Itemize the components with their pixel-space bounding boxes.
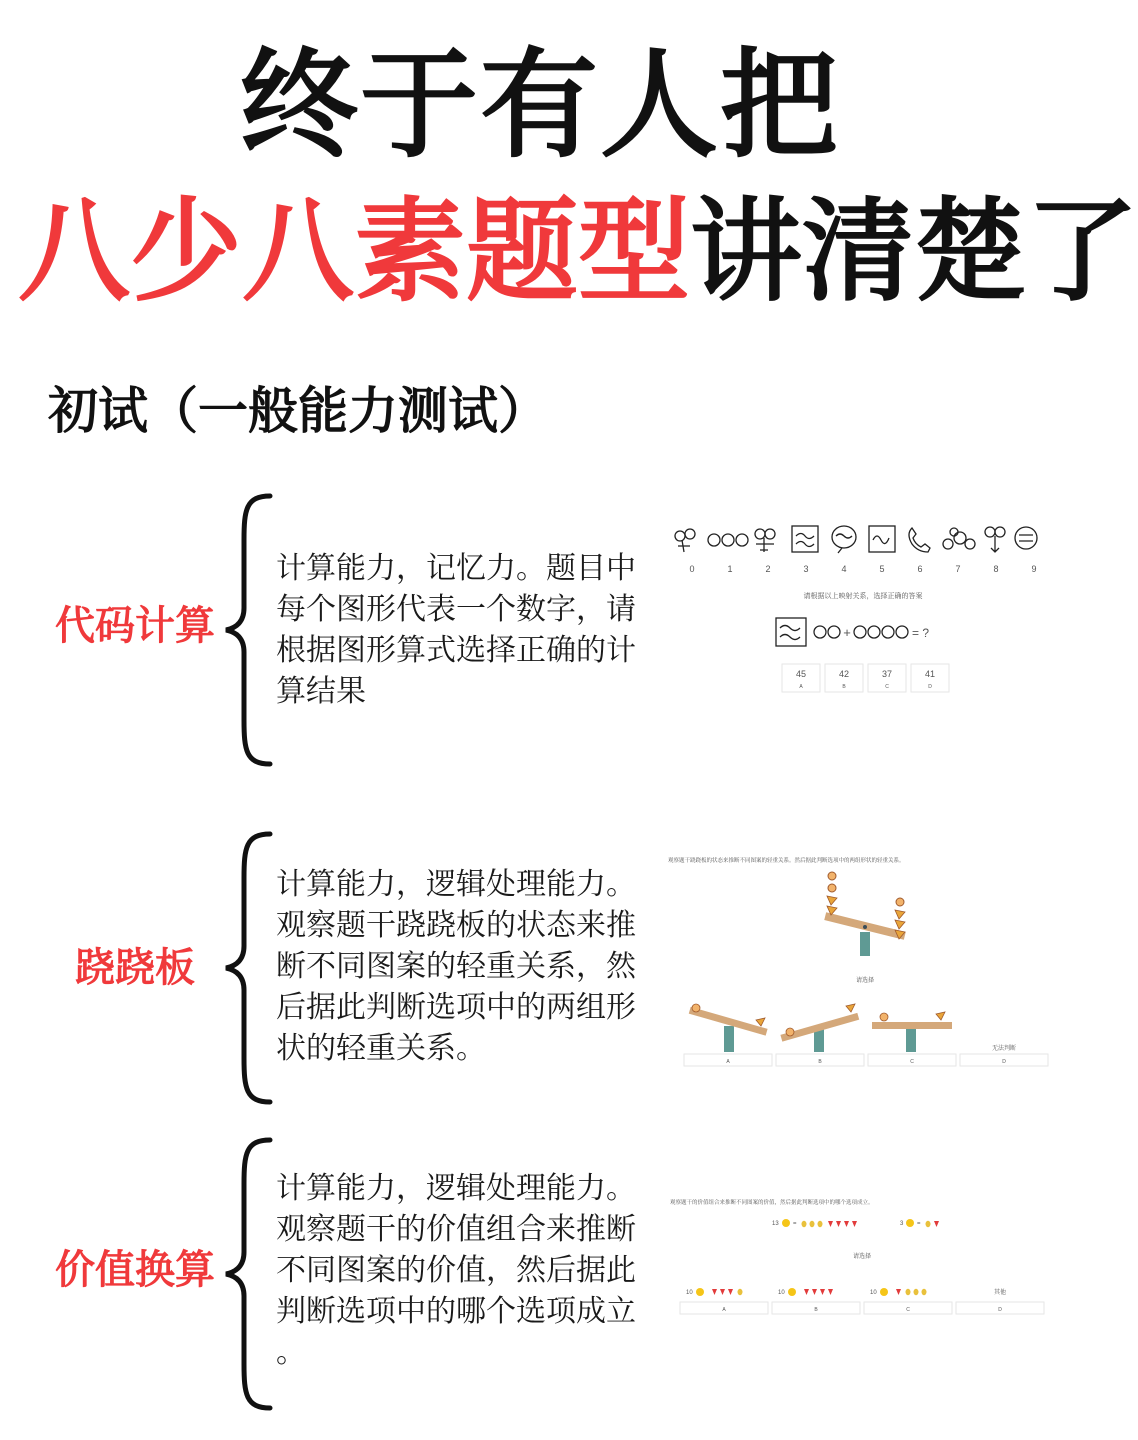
answer-option-d[interactable]: [960, 1044, 1048, 1066]
item-value-conversion: [0, 1134, 1080, 1414]
option-number: 10: [870, 1290, 877, 1296]
digit-label: 1: [727, 564, 733, 574]
answer-option-d[interactable]: [956, 1288, 1044, 1314]
answer-option-d[interactable]: [911, 664, 949, 692]
description-line: 判断选项中的哪个选项成立: [276, 1294, 636, 1329]
curly-brace-icon: [222, 490, 274, 770]
digit-label: 4: [841, 564, 847, 574]
description-line: 计算能力，逻辑处理能力。: [276, 1171, 636, 1206]
symbol-3-icon: [792, 526, 818, 552]
item-code-calc: [0, 490, 1080, 770]
pineapple-icon: [906, 1289, 927, 1295]
option-letter: C: [885, 684, 889, 690]
equation-plus: +: [843, 625, 851, 640]
digit-label: 0: [689, 564, 695, 574]
stem-equals: =: [793, 1221, 797, 1227]
digit-label: 9: [1031, 564, 1037, 574]
item-description: [276, 1168, 648, 1373]
equation-square-icon: [776, 618, 806, 646]
symbol-5-icon: [869, 526, 895, 552]
stem-number: 3: [900, 1221, 904, 1227]
option-value: 45: [795, 669, 807, 679]
option-number: 10: [778, 1290, 785, 1296]
symbol-4-icon: [832, 526, 856, 553]
digit-label: 8: [993, 564, 999, 574]
description-line: 状的轻重关系。: [276, 1031, 486, 1066]
description-line: 计算能力，逻辑处理能力。: [276, 867, 636, 902]
answer-option-c[interactable]: [868, 1054, 956, 1066]
description-line: 后据此判断选项中的两组形: [276, 990, 636, 1025]
description-line: 计算能力，记忆力。题目中: [276, 551, 636, 586]
answer-option-b[interactable]: [772, 1288, 860, 1314]
item-label: 代码计算: [55, 603, 215, 649]
answer-option-c[interactable]: [864, 1288, 952, 1314]
value-conversion-example-figure: [664, 1194, 1062, 1324]
curly-brace-icon: [222, 1134, 274, 1414]
symbol-8-icon: [985, 527, 1005, 552]
digit-label: 7: [955, 564, 961, 574]
stem-seesaw: [824, 872, 905, 956]
stem-equals: =: [917, 1221, 921, 1227]
symbol-2-icon: [755, 529, 775, 552]
equation-suffix: = ?: [912, 626, 930, 640]
coin-icon: [880, 1288, 888, 1296]
answer-option-a[interactable]: [782, 664, 820, 692]
option-value: 37: [881, 669, 893, 679]
option-value: 42: [838, 669, 850, 679]
option-text: 无法判断: [991, 1046, 1017, 1052]
answer-options: [680, 1288, 1044, 1314]
description-line: 断不同图案的轻重关系，然: [276, 949, 636, 984]
digit-label: 5: [879, 564, 885, 574]
title-highlight: 八少八素题型: [18, 187, 690, 317]
pizza-icon: [827, 896, 837, 915]
item-description: [276, 864, 648, 1069]
digit-label: 3: [803, 564, 809, 574]
curly-brace-icon: [222, 828, 274, 1108]
option-seesaw-b: [780, 1004, 859, 1052]
answer-option-c[interactable]: [868, 664, 906, 692]
figure-instruction: 观察题干的价值组合来推断不同图案的价值，然后据此判断选项中的哪个选项成立。: [670, 1200, 874, 1206]
section-heading: 初试（一般能力测试）: [48, 382, 548, 440]
symbol-9-icon: [1015, 527, 1037, 549]
option-letter: D: [1002, 1059, 1006, 1065]
pineapple-icon: [738, 1289, 743, 1295]
figure-prompt: 请选择: [855, 978, 875, 984]
description-line: 算结果: [276, 674, 366, 709]
coin-icon: [696, 1288, 704, 1296]
option-letter: A: [722, 1307, 726, 1313]
answer-options: [684, 1044, 1048, 1066]
item-description: [276, 548, 648, 712]
stem-right-combination: [900, 1219, 939, 1227]
answer-option-b[interactable]: [825, 664, 863, 692]
equation: [776, 618, 908, 646]
symbol-6-icon: [909, 528, 930, 552]
digit-row: [689, 564, 1036, 574]
option-seesaw-c: [872, 1012, 952, 1052]
description-line: 每个图形代表一个数字，请: [276, 592, 636, 627]
snail-icon: [896, 898, 904, 906]
seesaw-example-figure: [664, 852, 1062, 1102]
symbol-row: [675, 526, 1037, 553]
option-letter: D: [928, 684, 932, 690]
strawberry-icon: [712, 1289, 733, 1295]
option-letter: B: [818, 1059, 822, 1065]
code-calc-example-figure: [664, 520, 1062, 700]
stem-number: 13: [772, 1221, 779, 1227]
description-line: 观察题干的价值组合来推断: [276, 1212, 636, 1247]
option-letter: C: [906, 1307, 910, 1313]
description-line: 根据图形算式选择正确的计: [276, 633, 636, 668]
figure-instruction: 观察题干跷跷板的状态来推断不同图案的轻重关系。然后据此判断选项中的两组形状的轻重关系。: [668, 858, 905, 864]
option-letter: A: [726, 1059, 730, 1065]
description-line: 。: [276, 1335, 306, 1370]
answer-option-a[interactable]: [680, 1288, 768, 1314]
item-label: 价值换算: [55, 1247, 215, 1293]
description-line: 不同图案的价值，然后据此: [276, 1253, 636, 1288]
strawberry-icon: [934, 1221, 939, 1227]
symbol-1-icon: [708, 534, 748, 546]
pineapple-icon: [802, 1221, 823, 1227]
strawberry-icon: [804, 1289, 833, 1295]
item-label: 跷跷板: [75, 945, 195, 991]
option-letter: D: [998, 1307, 1002, 1313]
symbol-0-icon: [675, 529, 695, 552]
symbol-7-icon: [943, 528, 975, 549]
option-text: 其他: [993, 1290, 1007, 1296]
strawberry-icon: [828, 1221, 857, 1227]
title-rest: 讲清楚了: [690, 187, 1138, 317]
option-letter: B: [814, 1307, 818, 1313]
answer-option-b[interactable]: [776, 1054, 864, 1066]
option-letter: B: [842, 684, 846, 690]
option-number: 10: [686, 1290, 693, 1296]
option-seesaw-a: [689, 1004, 768, 1052]
answer-options: [782, 664, 949, 692]
title-line-2: [18, 187, 1138, 317]
coin-icon: [906, 1219, 914, 1227]
coin-icon: [788, 1288, 796, 1296]
figure-instruction: 请根据以上映射关系，选择正确的答案: [803, 593, 923, 600]
description-line: 观察题干跷跷板的状态来推: [276, 908, 636, 943]
snail-icon: [828, 872, 836, 892]
option-letter: C: [910, 1059, 914, 1065]
strawberry-icon: [896, 1289, 901, 1295]
stem-left-combination: [772, 1219, 857, 1227]
pineapple-icon: [926, 1221, 931, 1227]
option-letter: A: [799, 684, 803, 690]
option-value: 41: [924, 669, 936, 679]
digit-label: 2: [765, 564, 771, 574]
answer-option-a[interactable]: [684, 1054, 772, 1066]
digit-label: 6: [917, 564, 923, 574]
title-line-1: 终于有人把: [239, 36, 840, 174]
coin-icon: [782, 1219, 790, 1227]
figure-prompt: 请选择: [852, 1254, 872, 1260]
item-seesaw: [0, 828, 1080, 1108]
